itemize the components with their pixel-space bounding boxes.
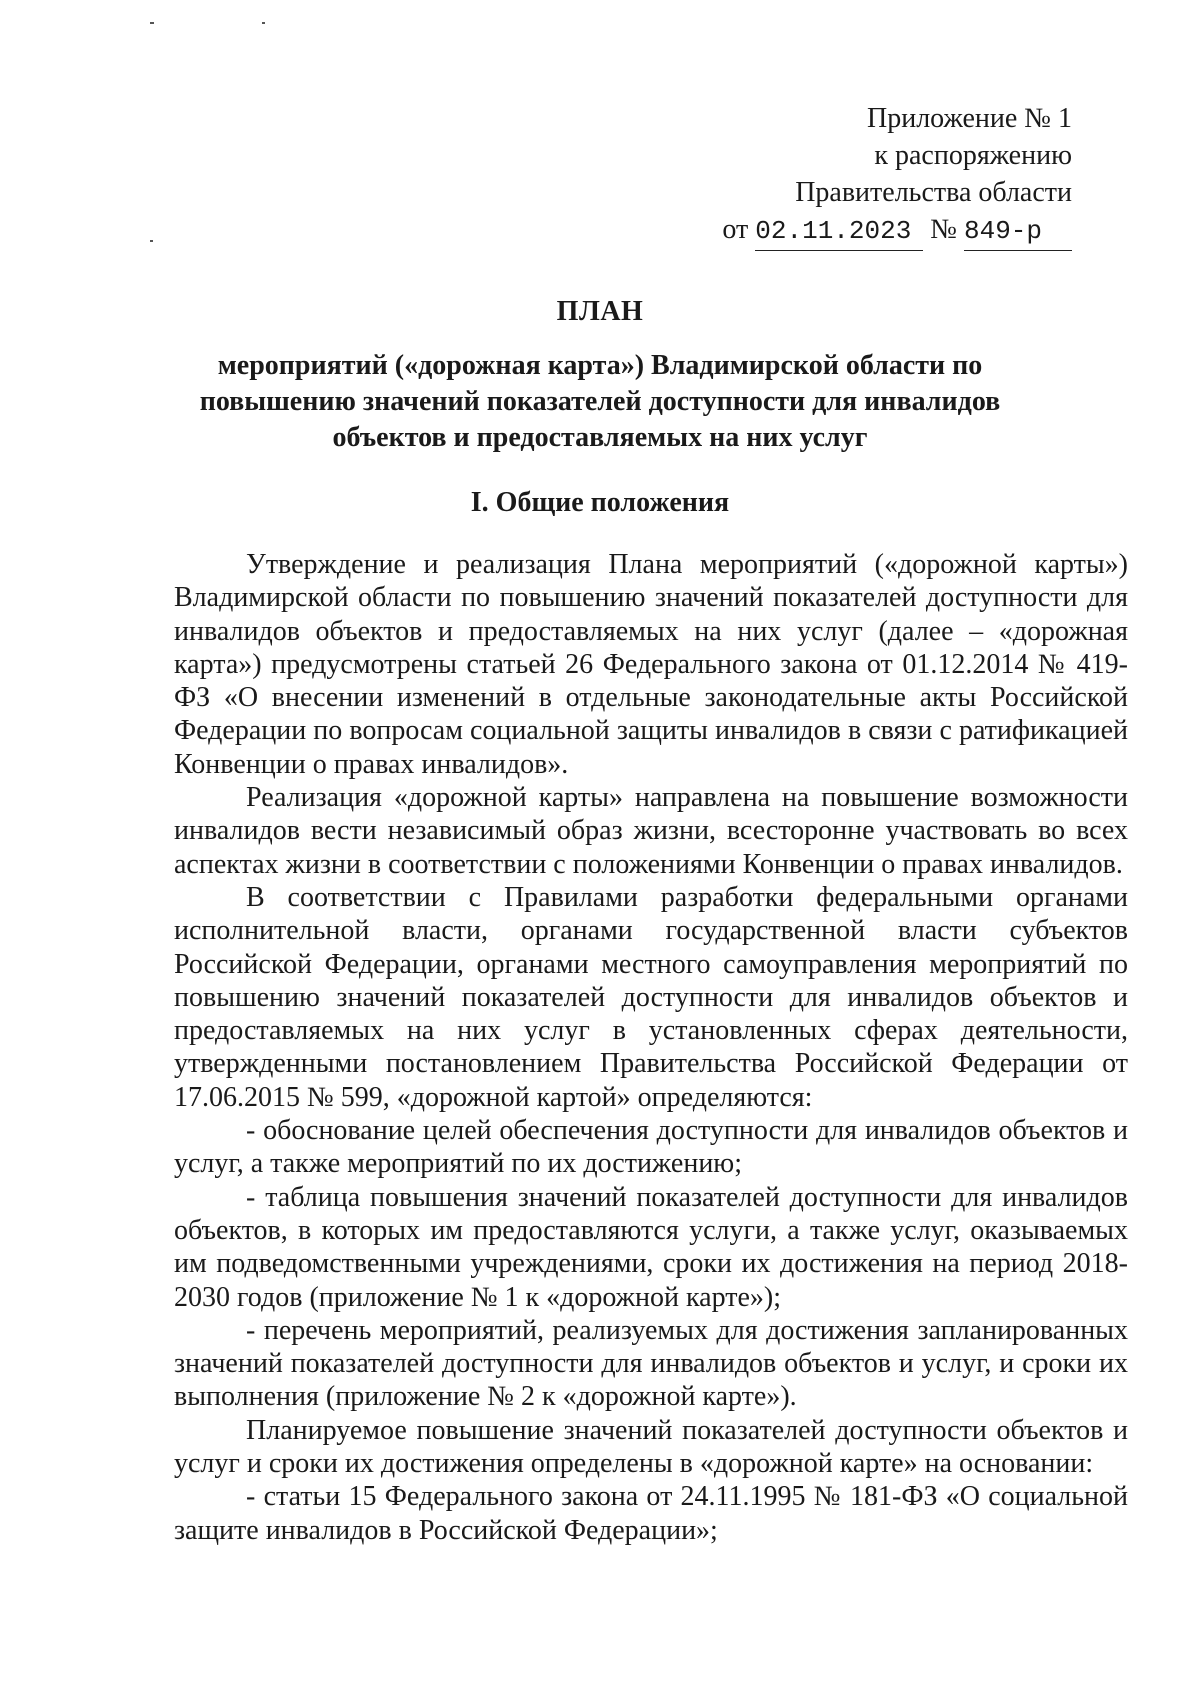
attachment-header (722, 100, 1072, 251)
paragraph: - таблица повышения значений показателей доступности для инвалидов объектов, в которых им предоставляются услуги, а также услуг, оказываемых им подведомственными учреждениями, сроки их достижения на период 2018-2030 годов (приложение № 1 к «дорожной карте»); (174, 1181, 1128, 1313)
document-body (174, 548, 1128, 1547)
paragraph: В соответствии с Правилами разработки федеральными органами исполнительной власти, органами государственной власти субъектов Российской Федерации, органами местного самоуправления мероприятий по повышению значений показателей доступности для инвалидов объектов и предоставляемых на них услуг в установленных сферах деятельности, утвержденными постановлением Правительства Российской Федерации от 17.06.2015 № 599, «дорожной картой» определяются: (174, 881, 1128, 1113)
paragraph: Утверждение и реализация Плана мероприятий («дорожной карты») Владимирской области по повышению значений показателей доступности для инвалидов объектов и предоставляемых на них услуг (далее – «дорожная карта») предусмотрены статьей 26 Федерального закона от 01.12.2014 № 419-ФЗ «О внесении изменений в отдельные законодательные акты Российской Федерации по вопросам социальной защиты инвалидов в связи с ратификацией Конвенции о правах инвалидов». (174, 549, 1128, 780)
document-date: 02.11.2023 (755, 213, 923, 251)
number-prefix: № (930, 214, 957, 245)
document-subtitle: мероприятий («дорожная карта») Владимирской области по повышению значений показателей доступности для инвалидов объектов и предоставляемых на них услуг (199, 350, 1001, 453)
attachment-date-line (722, 211, 1072, 251)
section-title: I. Общие положения (470, 487, 730, 518)
scan-speck (150, 240, 153, 242)
paragraph: - перечень мероприятий, реализуемых для достижения запланированных значений показателей доступности для инвалидов объектов и услуг, и сроки их выполнения (приложение № 2 к «дорожной карте»). (174, 1314, 1128, 1413)
document-title: ПЛАН (556, 296, 644, 327)
paragraph: Планируемое повышение значений показателей доступности объектов и услуг и сроки их достижения определены в «дорожной карте» на основании: (174, 1414, 1128, 1480)
attachment-line-3: Правительства области (795, 177, 1072, 208)
attachment-line-1: Приложение № 1 (867, 103, 1072, 134)
scan-speck (150, 22, 154, 24)
attachment-line-2: к распоряжению (874, 140, 1072, 171)
date-prefix: от (722, 214, 749, 245)
paragraph: Реализация «дорожной карты» направлена на повышение возможности инвалидов вести независимый образ жизни, всесторонне участвовать во всех аспектах жизни в соответствии с положениями Конвенции о правах инвалидов. (174, 782, 1128, 880)
paragraph: - обоснование целей обеспечения доступности для инвалидов объектов и услуг, а также мероприятий по их достижению; (174, 1115, 1128, 1180)
scan-speck (262, 22, 265, 24)
document-number: 849-р (964, 213, 1072, 251)
paragraph: - статьи 15 Федерального закона от 24.11.1995 № 181-ФЗ «О социальной защите инвалидов в Российской Федерации»; (174, 1481, 1128, 1546)
